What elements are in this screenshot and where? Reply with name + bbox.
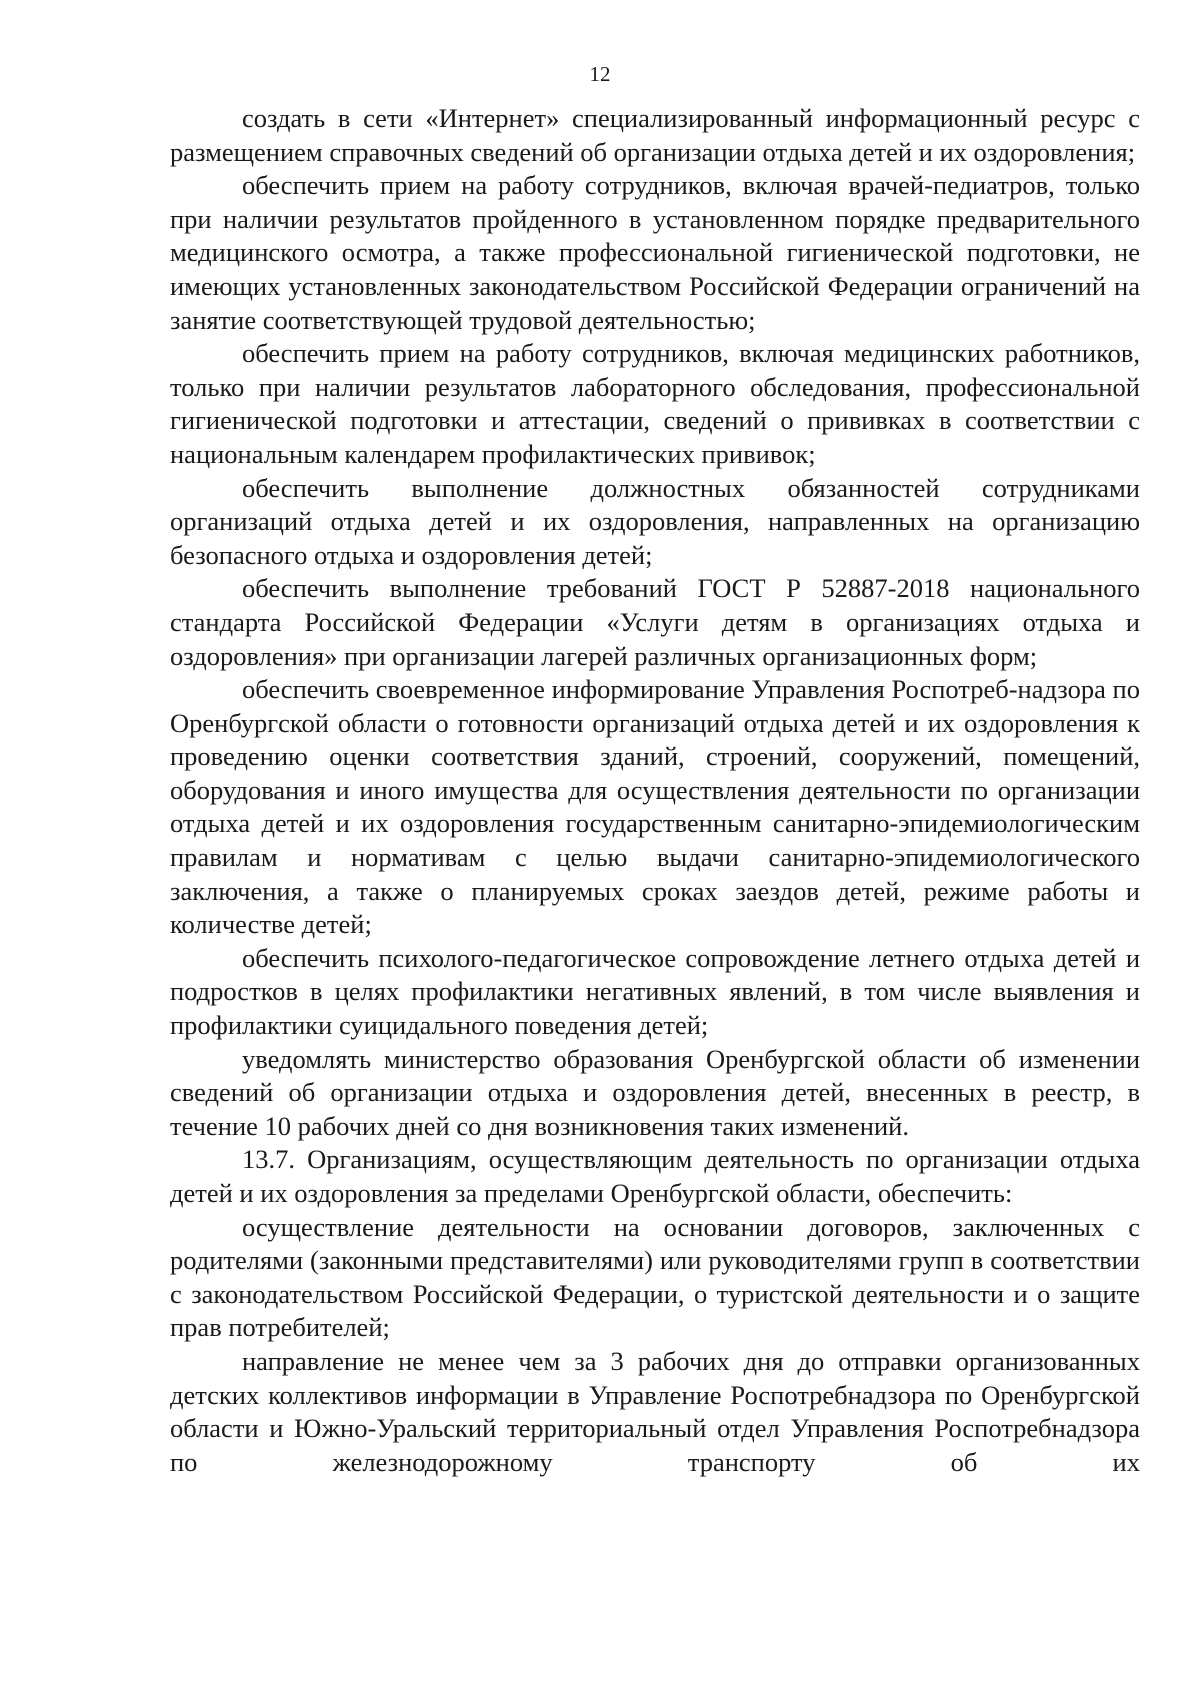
page-number: 12 — [589, 62, 611, 86]
paragraph: обеспечить психолого-педагогическое сопровождение летнего отдыха детей и подростков в целях профилактики негативных явлений, в том числе выявления и профилактики суицидального поведения детей; — [170, 942, 1140, 1041]
paragraph: 13.7. Организациям, осуществляющим деятельность по организации отдыха детей и их оздоровления за пределами Оренбургской области, обеспечить: — [170, 1144, 1140, 1208]
paragraph: обеспечить выполнение должностных обязанностей сотрудниками организаций отдыха детей и их оздоровления, направленных на организацию безопасного отдыха и оздоровления детей; — [170, 472, 1140, 570]
paragraph: обеспечить прием на работу сотрудников, включая медицинских работников, только при наличии результатов лабораторного обследования, профессиональной гигиенической подготовки и аттестации, сведений о прививках в соответствии с национальным календарем профилактических прививок; — [170, 338, 1140, 469]
paragraph: создать в сети «Интернет» специализированный информационный ресурс с размещением справочных сведений об организации отдыха детей и их оздоровления; — [170, 103, 1140, 167]
paragraph: обеспечить выполнение требований ГОСТ Р 52887-2018 национального стандарта Российской Федерации «Услуги детям в организациях отдыха и оздоровления» при организации лагерей различных организационных форм; — [170, 573, 1140, 671]
paragraph: уведомлять министерство образования Оренбургской области об изменении сведений об организации отдыха и оздоровления детей, внесенных в реестр, в течение 10 рабочих дней со дня возникновения таких изменений. — [170, 1043, 1140, 1141]
paragraph: обеспечить своевременное информирование Управления Роспотреб-надзора по Оренбургской области о готовности организаций отдыха детей и их оздоровления к проведению оценки соответствия зданий, строений, сооружений, помещений, оборудования и иного имущества для осуществления деятельности по организации отдыха детей и их оздоровления государственным санитарно-эпидемиологическим правилам и нормативам с целью выдачи санитарно-эпидемиологического заключения, а также о планируемых сроках заездов детей, режиме работы и количестве детей; — [170, 674, 1140, 940]
paragraph: обеспечить прием на работу сотрудников, включая врачей-педиатров, только при наличии результатов пройденного в установленном порядке предварительного медицинского осмотра, а также профессиональной гигиенической подготовки, не имеющих установленных законодательством Российской Федерации ограничений на занятие соответствующей трудовой деятельностью; — [170, 170, 1140, 335]
document-body — [170, 102, 1140, 1479]
paragraph: осуществление деятельности на основании договоров, заключенных с родителями (законными представителями) или руководителями групп в соответствии с законодательством Российской Федерации, о туристской деятельности и о защите прав потребителей; — [170, 1211, 1140, 1343]
paragraph: направление не менее чем за 3 рабочих дня до отправки организованных детских коллективов информации в Управление Роспотребнадзора по Оренбургской области и Южно-Уральский территориальный отдел Управления Роспотребнадзора по железнодорожному транспорту об их — [170, 1345, 1140, 1477]
